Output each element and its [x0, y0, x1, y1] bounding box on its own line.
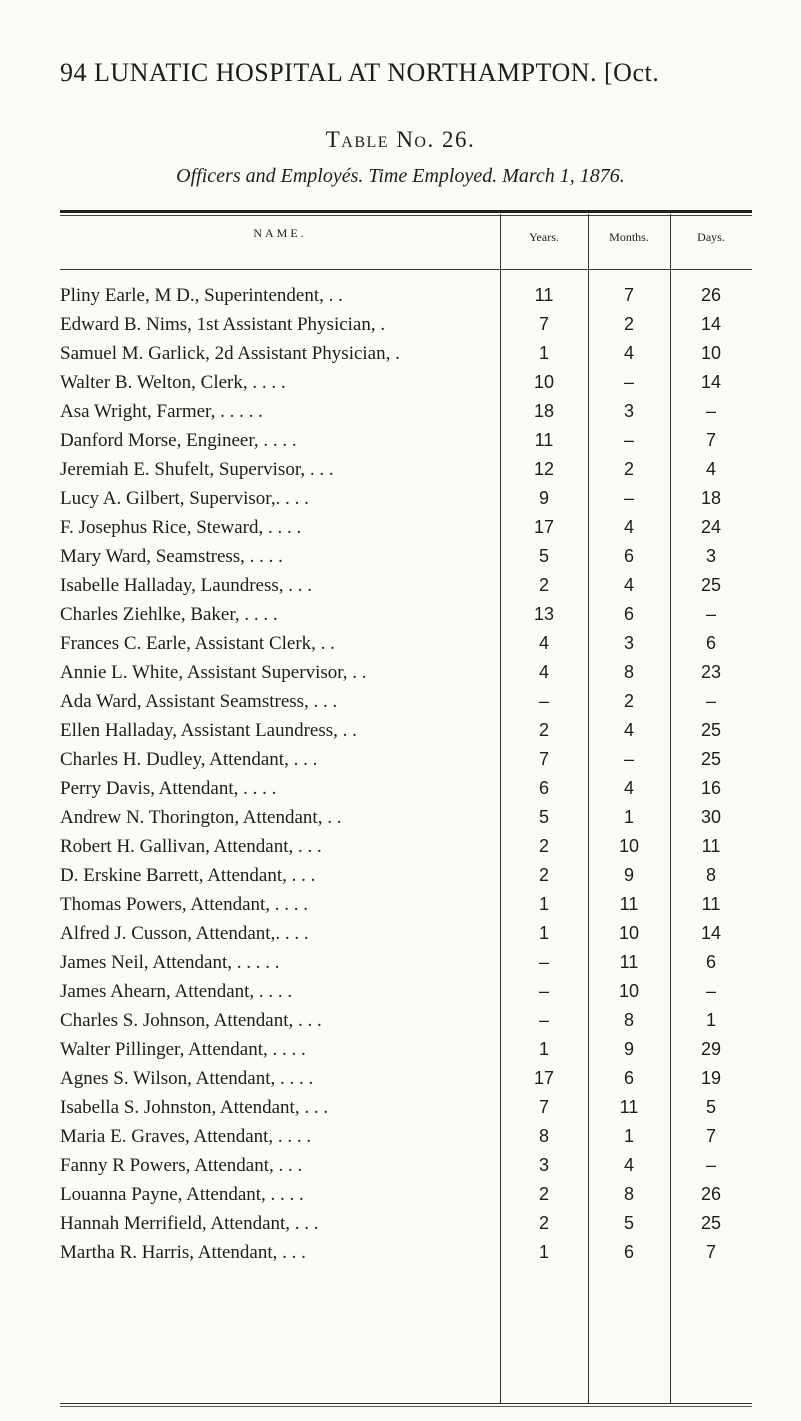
running-head: 94 LUNATIC HOSPITAL AT NORTHAMPTON. [Oct.: [60, 58, 660, 87]
column-header-months: Months.: [609, 230, 649, 244]
months-value: 10: [618, 836, 640, 856]
months-value: 6: [623, 1242, 634, 1262]
months-value: 8: [623, 662, 634, 682]
table-row: [0, 1122, 801, 1151]
employee-name: Frances C. Earle, Assistant Clerk, . .: [60, 633, 335, 654]
months-value: 9: [623, 865, 634, 885]
years-value: 13: [533, 604, 555, 624]
days-value: 14: [700, 314, 722, 334]
months-value: 11: [619, 952, 639, 972]
table-row: [0, 310, 801, 339]
employee-name: Lucy A. Gilbert, Supervisor,. . . .: [60, 488, 309, 509]
years-value: 2: [538, 1184, 549, 1204]
employee-name: Andrew N. Thorington, Attendant, . .: [60, 807, 342, 828]
employee-name: Hannah Merrifield, Attendant, . . .: [60, 1213, 319, 1234]
days-value: –: [705, 981, 716, 1001]
months-value: 1: [623, 1126, 634, 1146]
years-value: 17: [533, 517, 555, 537]
days-value: 10: [700, 343, 722, 363]
employee-name: Charles Ziehlke, Baker, . . . .: [60, 604, 278, 625]
years-value: 1: [538, 1242, 549, 1262]
employee-name: Thomas Powers, Attendant, . . . .: [60, 894, 309, 915]
table-row: [0, 513, 801, 542]
days-value: 5: [705, 1097, 716, 1117]
table-row: [0, 890, 801, 919]
days-value: 19: [700, 1068, 722, 1088]
days-value: 11: [701, 836, 721, 856]
days-value: 25: [700, 749, 722, 769]
months-value: 2: [623, 459, 634, 479]
months-value: –: [623, 749, 634, 769]
employee-name: Charles S. Johnson, Attendant, . . .: [60, 1010, 322, 1031]
days-value: 29: [700, 1039, 722, 1059]
employee-name: D. Erskine Barrett, Attendant, . . .: [60, 865, 316, 886]
table-header-rule: [60, 269, 752, 270]
years-value: 2: [538, 1213, 549, 1233]
employee-name: Charles H. Dudley, Attendant, . . .: [60, 749, 318, 770]
table-row: [0, 1064, 801, 1093]
table-row: [0, 832, 801, 861]
employee-name: Edward B. Nims, 1st Assistant Physician, .: [60, 314, 386, 335]
years-value: 10: [533, 372, 555, 392]
employee-name: James Neil, Attendant, . . . . .: [60, 952, 280, 973]
table-subtitle: Officers and Employés. Time Employed. March 1, 1876.: [176, 165, 625, 187]
months-value: 10: [618, 981, 640, 1001]
table-row: [0, 600, 801, 629]
table-row: [0, 803, 801, 832]
months-value: 1: [623, 807, 634, 827]
table-row: [0, 1238, 801, 1267]
years-value: 7: [538, 749, 549, 769]
years-value: –: [538, 981, 549, 1001]
table-row: [0, 774, 801, 803]
years-value: 9: [538, 488, 549, 508]
days-value: 25: [700, 575, 722, 595]
years-value: 4: [538, 662, 549, 682]
days-value: 26: [700, 1184, 722, 1204]
months-value: 5: [623, 1213, 634, 1233]
table-row: [0, 455, 801, 484]
years-value: 11: [534, 430, 554, 450]
table-row: [0, 1209, 801, 1238]
table-bottom-rule: [60, 1403, 752, 1407]
employee-name: Isabelle Halladay, Laundress, . . .: [60, 575, 313, 596]
days-value: –: [705, 401, 716, 421]
days-value: 3: [705, 546, 716, 566]
column-header-name: NAME.: [253, 226, 307, 240]
years-value: 2: [538, 865, 549, 885]
employee-name: Mary Ward, Seamstress, . . . .: [60, 546, 283, 567]
employee-name: Martha R. Harris, Attendant, . . .: [60, 1242, 306, 1263]
table-row: [0, 1093, 801, 1122]
table-row: [0, 919, 801, 948]
employee-name: Fanny R Powers, Attendant, . . .: [60, 1155, 303, 1176]
table-top-rule: [60, 210, 752, 216]
table-row: [0, 687, 801, 716]
months-value: 6: [623, 1068, 634, 1088]
years-value: 2: [538, 575, 549, 595]
employee-name: Maria E. Graves, Attendant, . . . .: [60, 1126, 312, 1147]
days-value: 18: [700, 488, 722, 508]
months-value: 2: [623, 691, 634, 711]
table-row: [0, 368, 801, 397]
employee-name: Ellen Halladay, Assistant Laundress, . .: [60, 720, 357, 741]
months-value: 3: [623, 633, 634, 653]
months-value: 6: [623, 604, 634, 624]
years-value: 1: [538, 343, 549, 363]
employee-name: James Ahearn, Attendant, . . . .: [60, 981, 293, 1002]
months-value: 4: [623, 517, 634, 537]
months-value: 10: [618, 923, 640, 943]
days-value: 6: [705, 952, 716, 972]
months-value: 4: [623, 575, 634, 595]
employee-name: Walter B. Welton, Clerk, . . . .: [60, 372, 286, 393]
months-value: 11: [619, 1097, 639, 1117]
days-value: 14: [700, 372, 722, 392]
days-value: 6: [705, 633, 716, 653]
years-value: 12: [533, 459, 555, 479]
days-value: –: [705, 691, 716, 711]
table-row: [0, 745, 801, 774]
months-value: 6: [623, 546, 634, 566]
table-body: [0, 281, 801, 1267]
employee-name: Asa Wright, Farmer, . . . . .: [60, 401, 263, 422]
years-value: 5: [538, 807, 549, 827]
employee-name: Perry Davis, Attendant, . . . .: [60, 778, 277, 799]
employee-name: Alfred J. Cusson, Attendant,. . . .: [60, 923, 309, 944]
days-value: 25: [700, 1213, 722, 1233]
days-value: 16: [700, 778, 722, 798]
years-value: –: [538, 1010, 549, 1030]
table-row: [0, 397, 801, 426]
months-value: 4: [623, 720, 634, 740]
months-value: –: [623, 430, 634, 450]
table-row: [0, 1180, 801, 1209]
employee-name: Danford Morse, Engineer, . . . .: [60, 430, 297, 451]
table-row: [0, 1151, 801, 1180]
days-value: –: [705, 604, 716, 624]
employee-name: Walter Pillinger, Attendant, . . . .: [60, 1039, 306, 1060]
employee-name: F. Josephus Rice, Steward, . . . .: [60, 517, 302, 538]
months-value: 4: [623, 1155, 634, 1175]
months-value: 11: [619, 894, 639, 914]
table-row: [0, 1006, 801, 1035]
months-value: 7: [623, 285, 634, 305]
days-value: 7: [705, 1242, 716, 1262]
days-value: 1: [705, 1010, 716, 1030]
employee-name: Agnes S. Wilson, Attendant, . . . .: [60, 1068, 314, 1089]
table-title: Table No. 26.: [325, 127, 476, 152]
days-value: 8: [705, 865, 716, 885]
table-row: [0, 571, 801, 600]
years-value: 1: [538, 923, 549, 943]
years-value: 2: [538, 720, 549, 740]
table-row: [0, 861, 801, 890]
employee-name: Ada Ward, Assistant Seamstress, . . .: [60, 691, 338, 712]
months-value: 4: [623, 778, 634, 798]
days-value: 24: [700, 517, 722, 537]
years-value: –: [538, 691, 549, 711]
days-value: 7: [705, 1126, 716, 1146]
column-header-days: Days.: [697, 230, 725, 244]
years-value: 4: [538, 633, 549, 653]
days-value: 30: [700, 807, 722, 827]
years-value: 1: [538, 894, 549, 914]
days-value: 11: [701, 894, 721, 914]
column-header-years: Years.: [529, 230, 559, 244]
table-row: [0, 629, 801, 658]
days-value: 25: [700, 720, 722, 740]
table-row: [0, 339, 801, 368]
employee-name: Robert H. Gallivan, Attendant, . . .: [60, 836, 322, 857]
years-value: –: [538, 952, 549, 972]
years-value: 6: [538, 778, 549, 798]
months-value: 9: [623, 1039, 634, 1059]
years-value: 5: [538, 546, 549, 566]
employee-name: Isabella S. Johnston, Attendant, . . .: [60, 1097, 329, 1118]
months-value: 8: [623, 1184, 634, 1204]
months-value: –: [623, 372, 634, 392]
years-value: 2: [538, 836, 549, 856]
months-value: –: [623, 488, 634, 508]
years-value: 3: [538, 1155, 549, 1175]
days-value: 14: [700, 923, 722, 943]
table-row: [0, 948, 801, 977]
years-value: 8: [538, 1126, 549, 1146]
employee-name: Annie L. White, Assistant Supervisor, . .: [60, 662, 367, 683]
years-value: 7: [538, 1097, 549, 1117]
table-row: [0, 1035, 801, 1064]
table-row: [0, 426, 801, 455]
months-value: 8: [623, 1010, 634, 1030]
table-row: [0, 484, 801, 513]
employee-name: Louanna Payne, Attendant, . . . .: [60, 1184, 304, 1205]
days-value: –: [705, 1155, 716, 1175]
table-row: [0, 977, 801, 1006]
months-value: 4: [623, 343, 634, 363]
years-value: 11: [534, 285, 554, 305]
years-value: 18: [533, 401, 555, 421]
days-value: 23: [700, 662, 722, 682]
months-value: 2: [623, 314, 634, 334]
years-value: 7: [538, 314, 549, 334]
days-value: 4: [705, 459, 716, 479]
employee-name: Jeremiah E. Shufelt, Supervisor, . . .: [60, 459, 334, 480]
employee-name: Samuel M. Garlick, 2d Assistant Physician, .: [60, 343, 400, 364]
table-row: [0, 281, 801, 310]
days-value: 26: [700, 285, 722, 305]
table-row: [0, 716, 801, 745]
employee-name: Pliny Earle, M D., Superintendent, . .: [60, 285, 343, 306]
table-row: [0, 542, 801, 571]
years-value: 17: [533, 1068, 555, 1088]
months-value: 3: [623, 401, 634, 421]
days-value: 7: [705, 430, 716, 450]
years-value: 1: [538, 1039, 549, 1059]
table-row: [0, 658, 801, 687]
